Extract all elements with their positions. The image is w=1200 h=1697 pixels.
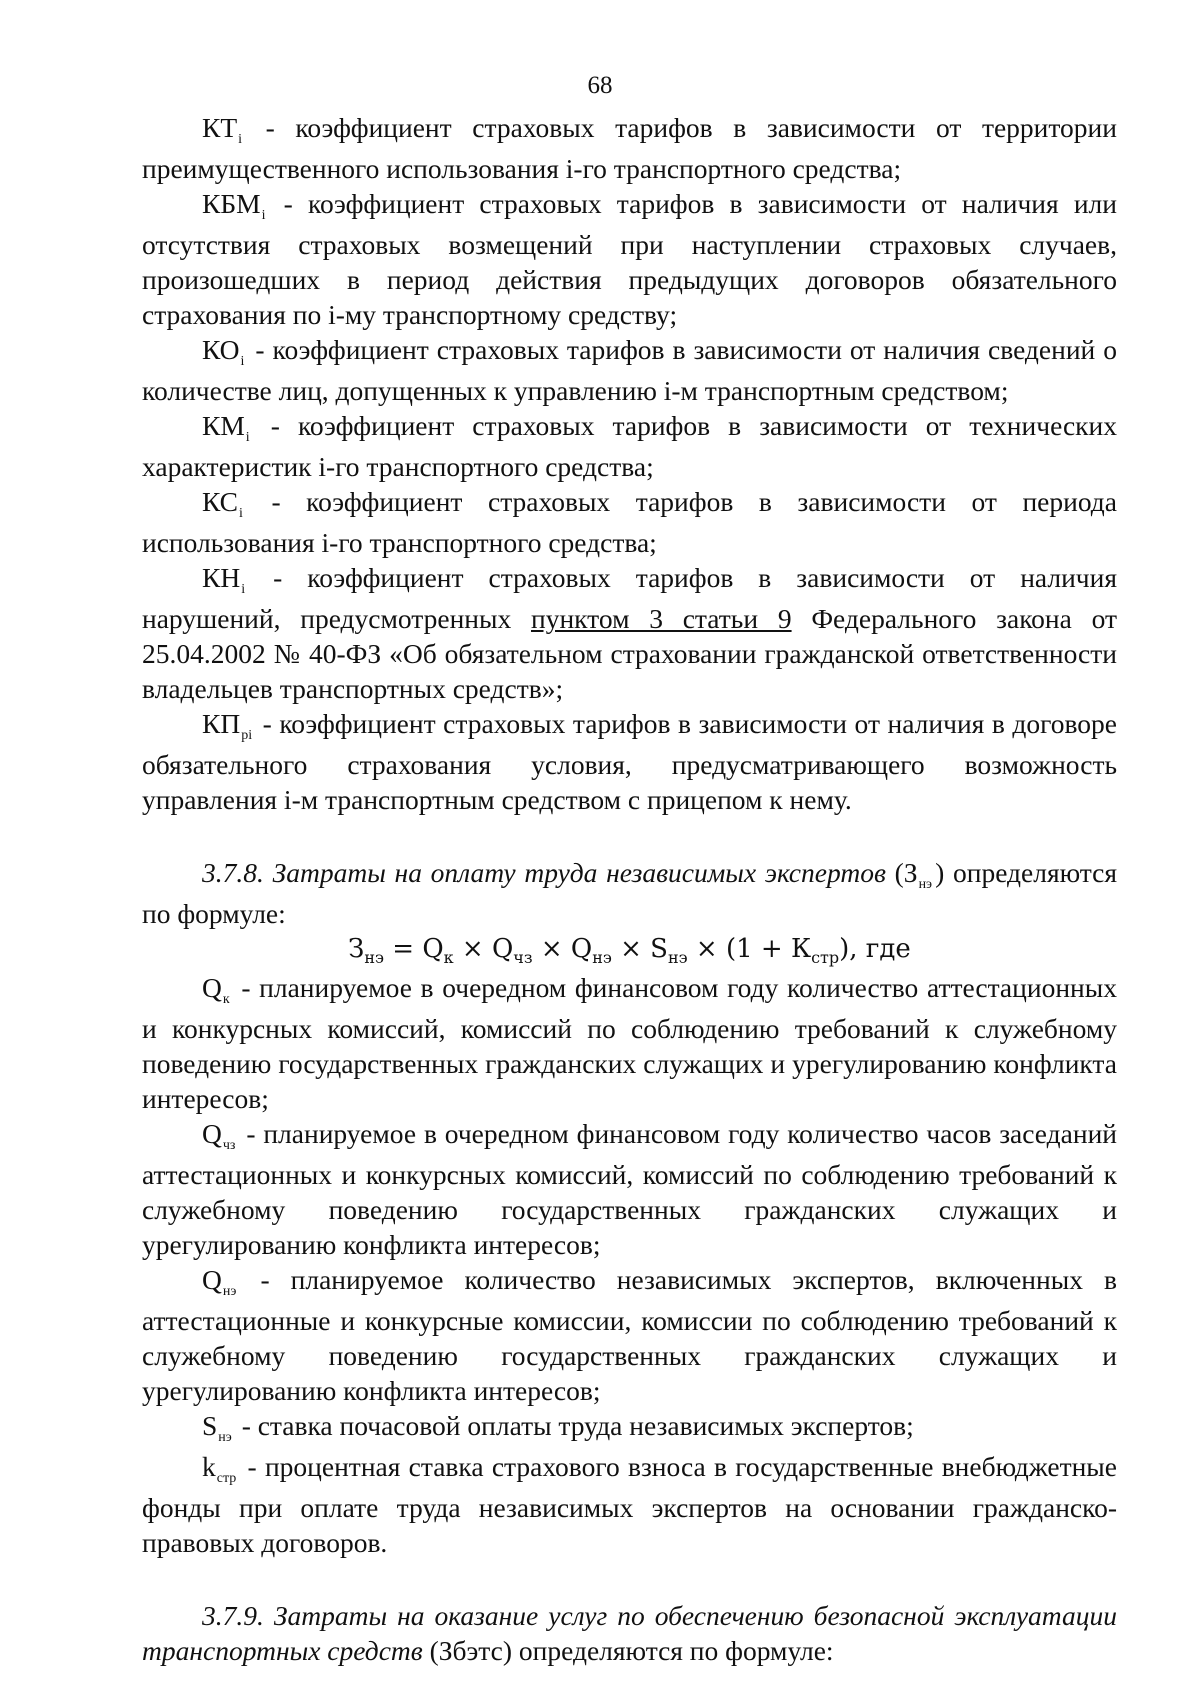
coefficient-ks [142,484,1117,560]
definition-text: - планируемое количество независимых экспертов, включенных в аттестационные и конкурсные комиссии, комиссии по соблюдению требований к служебному поведению государственных гражданских служащих и урегулированию конфликта интересов; [142,1264,1117,1406]
formula-part: = Q [384,934,444,964]
symbol: S [202,1410,218,1441]
coefficient-kt [142,110,1117,186]
formula-part: ), где [839,934,911,964]
formula-378 [142,931,1117,970]
symbol: Q [202,972,222,1003]
formula-subscript: стр [811,948,840,967]
symbol: КБМ [202,188,261,219]
coefficient-text: - коэффициент страховых тарифов в зависимости от наличия в договоре обязательного страхования условия, предусматривающего возможность управления i-м транспортным средством с прицепом к нему. [142,708,1117,815]
definition-text: - планируемое в очередном финансовом году количество часов заседаний аттестационных и конкурсных комиссий, комиссий по соблюдению требований к служебному поведению государственных гражданских служащих и урегулированию конфликта интересов; [142,1118,1117,1260]
definition-qchz [142,1116,1117,1262]
subscript: i [241,582,246,597]
symbol: КП [202,708,241,739]
definition-text: - ставка почасовой оплаты труда независимых экспертов; [234,1410,914,1441]
coefficient-kn [142,560,1117,706]
formula-part: × (1 + К [687,934,812,964]
symbol: Q [202,1118,222,1149]
formula-part: × Q [453,934,514,964]
subscript: i [261,208,266,223]
formula-subscript: нэ [364,948,384,967]
definition-text: - процентная ставка страхового взноса в государственные внебюджетные фонды при оплате труда независимых экспертов на основании гражданско-правовых договоров. [142,1451,1117,1558]
section-title: 3.7.9. Затраты на оказание услуг по обеспечению безопасной эксплуатации транспортных средств [142,1600,1117,1666]
coefficient-kp [142,706,1117,817]
subscript: i [238,132,243,147]
symbol: ) [935,857,945,888]
coefficient-text: - коэффициент страховых тарифов в зависимости от территории преимущественного использования i-го транспортного средства; [142,112,1117,184]
coefficient-text: - коэффициент страховых тарифов в зависимости от технических характеристик i-го транспортного средства; [142,410,1117,482]
symbol: КМ [202,410,245,441]
coefficient-kbm [142,186,1117,332]
formula-part: З [348,934,365,964]
subscript: нэ [918,877,933,892]
coefficients-block [142,110,1117,1668]
subscript: pi [241,728,253,743]
definition-text: - планируемое в очередном финансовом году количество аттестационных и конкурсных комиссий, комиссий по соблюдению требований к служебному поведению государственных гражданских служащих и урегулированию конфликта интересов; [142,972,1117,1114]
coefficient-text: - коэффициент страховых тарифов в зависимости от наличия или отсутствия страховых возмещений при наступлении страховых случаев, произошедших в период действия предыдущих договоров обязательного страхования по i-му транспортному средству; [142,188,1117,330]
subscript: нэ [222,1284,237,1299]
formula-part: × Q [532,934,593,964]
subscript: чз [222,1138,236,1153]
coefficient-text: Федерального закона от 25.04.2002 № 40-ФЗ «Об обязательном страховании гражданской ответственности владельцев транспортных средств»; [142,603,1118,704]
formula-subscript: нэ [668,948,688,967]
section-text: определяются по формуле: [142,857,1118,929]
coefficient-text: - коэффициент страховых тарифов в зависимости от наличия нарушений, предусмотренных [142,562,1117,634]
section-378-heading [142,855,1117,931]
symbol: КО [202,334,240,365]
formula-subscript: чз [513,948,533,967]
symbol: Q [202,1264,222,1295]
definition-kstr [142,1449,1117,1560]
section-379-heading [142,1598,1117,1668]
subscript: i [245,430,250,445]
coefficient-text: - коэффициент страховых тарифов в зависимости от наличия сведений о количестве лиц, допущенных к управлению i-м транспортным средством; [142,334,1117,406]
subscript: i [239,506,243,521]
coefficient-ko [142,332,1117,408]
section-text: (Збэтс) определяются по формуле: [422,1635,834,1666]
subscript: i [240,354,245,369]
law-reference-link[interactable]: пунктом 3 статьи 9 [531,603,792,634]
definition-sne [142,1408,1117,1449]
formula-subscript: к [443,948,454,967]
symbol: КС [202,486,238,517]
formula-part: × S [611,934,668,964]
subscript: к [222,992,230,1007]
formula-subscript: нэ [592,948,612,967]
subscript: нэ [218,1430,232,1445]
page-number: 68 [587,72,613,99]
symbol: КТ [202,112,238,143]
subscript: стр [216,1471,237,1486]
definition-qne [142,1262,1117,1408]
coefficient-km [142,408,1117,484]
coefficient-text: - коэффициент страховых тарифов в зависимости от периода использования i-го транспортного средства; [142,486,1117,558]
definition-qk [142,970,1117,1116]
symbol: (З [885,857,918,888]
section-title: 3.7.8. Затраты на оплату труда независимых экспертов [202,857,886,888]
symbol: k [202,1451,216,1482]
symbol: КН [202,562,241,593]
